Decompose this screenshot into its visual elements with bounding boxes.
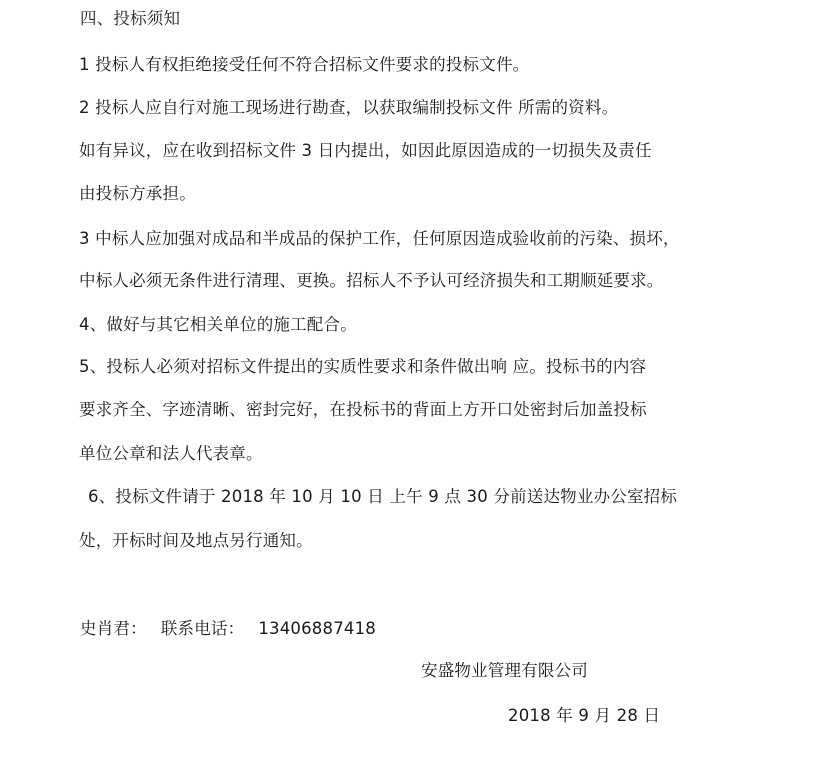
notice-item-3-line-1: 3 中标人应加强对成品和半成品的保护工作，任何原因造成验收前的污染、损坏， — [79, 229, 680, 248]
contact-phone: 13406887418 — [258, 619, 376, 638]
notice-item-4: 4、做好与其它相关单位的施工配合。 — [79, 315, 357, 334]
contact-name: 史肖君： — [80, 619, 147, 638]
notice-item-1: 1 投标人有权拒绝接受任何不符合招标文件要求的投标文件。 — [79, 55, 530, 74]
notice-item-2-line-3: 由投标方承担。 — [79, 184, 196, 203]
contact-line — [80, 618, 376, 640]
signature-date: 2018 年 9 月 28 日 — [508, 706, 661, 725]
contact-phone-label: 联系电话： — [160, 619, 245, 638]
company-name: 安盛物业管理有限公司 — [421, 661, 588, 680]
notice-item-5-line-3: 单位公章和法人代表章。 — [79, 444, 263, 463]
notice-item-6-line-1: 6、投标文件请于 2018 年 10 月 10 日 上午 9 点 30 分前送达物业办公室招标 — [88, 487, 678, 506]
notice-item-2-line-1: 2 投标人应自行对施工现场进行勘查，以获取编制投标文件 所需的资料。 — [79, 98, 619, 117]
notice-item-2-line-2: 如有异议，应在收到招标文件 3 日内提出，如因此原因造成的一切损失及责任 — [79, 141, 652, 160]
notice-item-6-line-2: 处，开标时间及地点另行通知。 — [79, 531, 313, 550]
section-heading: 四、投标须知 — [80, 9, 181, 28]
notice-item-3-line-2: 中标人必须无条件进行清理、更换。招标人不予认可经济损失和工期顺延要求。 — [79, 271, 664, 290]
notice-item-5-line-2: 要求齐全、字迹清晰、密封完好，在投标书的背面上方开口处密封后加盖投标 — [79, 400, 647, 419]
notice-item-5-line-1: 5、投标人必须对招标文件提出的实质性要求和条件做出响 应。投标书的内容 — [79, 357, 647, 376]
